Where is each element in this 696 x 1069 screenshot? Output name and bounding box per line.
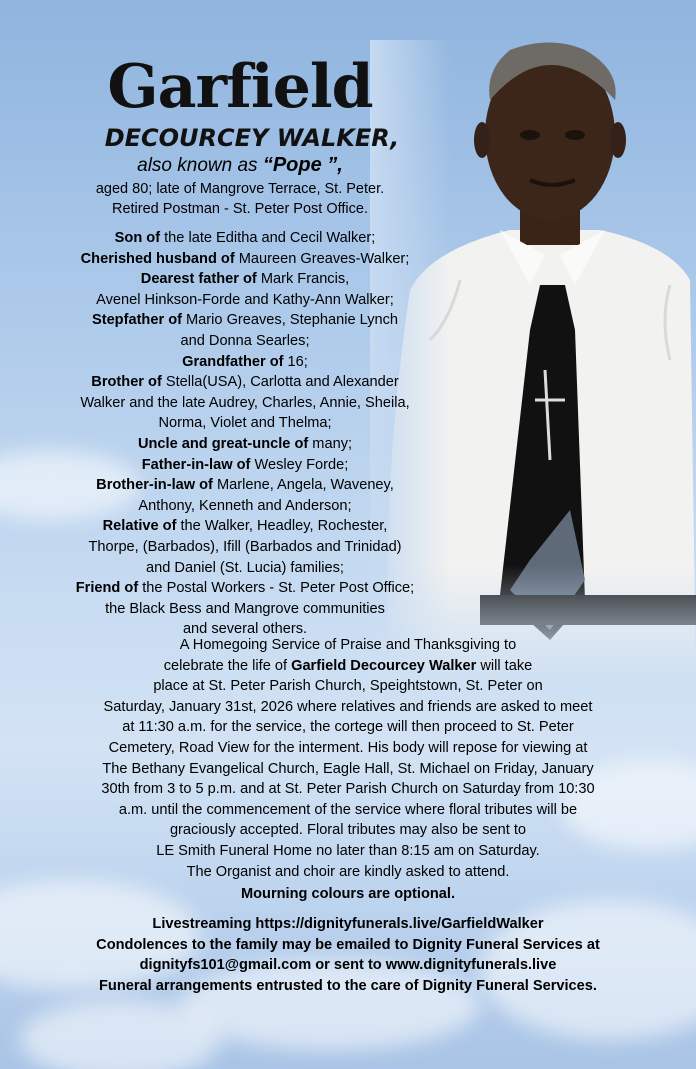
- family-line: [10, 558, 480, 579]
- service-text: Cemetery, Road View for the interment. His body will repose for viewing at: [108, 739, 588, 756]
- service-line: [20, 800, 676, 821]
- service-text: a.m. until the commencement of the service where floral tributes will be: [118, 801, 578, 818]
- service-line: [20, 779, 676, 800]
- relation-names: and Daniel (St. Lucia) families;: [146, 559, 344, 576]
- family-line: [10, 516, 480, 537]
- relation-label: Brother of: [91, 374, 162, 391]
- service-text: LE Smith Funeral Home no later than 8:15 am on Saturday.: [156, 842, 540, 859]
- service-line: [20, 656, 676, 677]
- relation-names: the late Editha and Cecil Walker;: [160, 230, 376, 246]
- family-line: [10, 290, 480, 311]
- service-text: The Organist and choir are kindly asked to attend.: [186, 863, 510, 880]
- family-line: [10, 269, 480, 290]
- family-line: [10, 434, 480, 455]
- service-details: [20, 635, 676, 882]
- service-line: [20, 862, 676, 883]
- relation-label: Uncle and great-uncle of: [137, 435, 309, 452]
- relation-names: Wesley Forde;: [250, 456, 349, 473]
- family-list: [10, 228, 480, 640]
- service-text: at 11:30 a.m. for the service, the cortege will then proceed to St. Peter: [122, 719, 574, 736]
- contact-info: [20, 914, 676, 996]
- service-line: [20, 841, 676, 862]
- relation-names: Avenel Hinkson-Forde and Kathy-Ann Walker;: [96, 291, 394, 308]
- relation-names: Marlene, Angela, Waveney,: [212, 477, 394, 494]
- contact-line: dignityfs101@gmail.com or sent to www.dignityfunerals.live: [139, 957, 557, 974]
- nickname-line: [90, 154, 390, 177]
- relation-names: the Walker, Headley, Rochester,: [176, 518, 388, 535]
- service-text: place at St. Peter Parish Church, Speightstown, St. Peter on: [153, 678, 543, 695]
- service-text: The Bethany Evangelical Church, Eagle Hall, St. Michael on Friday, January: [102, 760, 594, 777]
- service-text: A Homegoing Service of Praise and Thanksgiving to: [179, 637, 517, 653]
- service-line: [20, 759, 676, 780]
- relation-names: Thorpe, (Barbados), Ifill (Barbados and Trinidad): [88, 538, 402, 555]
- relation-names: 16;: [283, 353, 308, 370]
- deceased-name: Garfield Decourcey Walker: [291, 657, 477, 674]
- family-line: [10, 393, 480, 414]
- age-line: aged 80; late of Mangrove Terrace, St. Peter.: [95, 181, 385, 197]
- relation-label: Father-in-law of: [141, 456, 251, 473]
- relation-label: Grandfather of: [182, 353, 284, 370]
- relation-label: Stepfather of: [91, 312, 182, 329]
- first-name: Garfield: [107, 52, 373, 122]
- surname: DECOURCEY WALKER,: [104, 124, 400, 152]
- family-line: [10, 310, 480, 331]
- service-line: [20, 738, 676, 759]
- service-text: 30th from 3 to 5 p.m. and at St. Peter Parish Church on Saturday from 10:30: [101, 781, 595, 798]
- service-line: [20, 676, 676, 697]
- service-text: graciously accepted. Floral tributes may also be sent to: [169, 822, 527, 839]
- relation-label: Dearest father of: [140, 271, 257, 288]
- family-line: [10, 228, 480, 249]
- relation-names: Maureen Greaves-Walker;: [234, 250, 410, 267]
- family-line: [10, 331, 480, 352]
- service-line: [20, 697, 676, 718]
- relation-names: the Postal Workers - St. Peter Post Office;: [138, 580, 415, 597]
- relation-names: Walker and the late Audrey, Charles, Annie, Sheila,: [80, 394, 410, 411]
- service-text: Saturday, January 31st, 2026 where relatives and friends are asked to meet: [103, 698, 593, 715]
- family-line: [10, 496, 480, 517]
- occupation-line: Retired Postman - St. Peter Post Office.: [111, 201, 368, 217]
- relation-names: and several others.: [182, 621, 308, 638]
- relation-names: and Donna Searles;: [180, 332, 310, 349]
- relation-label: Son of: [114, 230, 161, 246]
- relation-names: the Black Bess and Mangrove communities: [105, 600, 385, 617]
- family-line: [10, 413, 480, 434]
- service-text: celebrate the life of: [163, 657, 292, 674]
- family-line: [10, 578, 480, 599]
- relation-label: Friend of: [75, 580, 139, 597]
- relation-label: Brother-in-law of: [96, 477, 213, 494]
- relation-names: Mario Greaves, Stephanie Lynch: [181, 312, 399, 329]
- service-text: will take: [476, 657, 533, 674]
- relation-label: Relative of: [102, 518, 177, 535]
- family-line: [10, 537, 480, 558]
- family-line: [10, 372, 480, 393]
- relation-names: many;: [308, 435, 353, 452]
- relation-names: Norma, Violet and Thelma;: [158, 415, 332, 432]
- service-line: [20, 717, 676, 738]
- family-line: [10, 352, 480, 373]
- family-line: [10, 249, 480, 270]
- nickname: “Pope ”,: [262, 154, 343, 176]
- relation-names: Stella(USA), Carlotta and Alexander: [161, 374, 399, 391]
- contact-line: Condolences to the family may be emailed to Dignity Funeral Services at: [96, 936, 600, 953]
- mourning-note: Mourning colours are optional.: [240, 886, 456, 902]
- family-line: [10, 475, 480, 496]
- relation-label: Cherished husband of: [80, 250, 235, 267]
- service-line: [20, 635, 676, 656]
- relation-names: Anthony, Kenneth and Anderson;: [138, 497, 352, 514]
- family-line: [10, 455, 480, 476]
- contact-line: Funeral arrangements entrusted to the care of Dignity Funeral Services.: [99, 977, 597, 994]
- contact-line: Livestreaming https://dignityfunerals.live/GarfieldWalker: [152, 916, 544, 932]
- family-line: [10, 599, 480, 620]
- aka-prefix: also known as: [137, 155, 263, 176]
- service-line: [20, 820, 676, 841]
- relation-names: Mark Francis,: [256, 271, 350, 288]
